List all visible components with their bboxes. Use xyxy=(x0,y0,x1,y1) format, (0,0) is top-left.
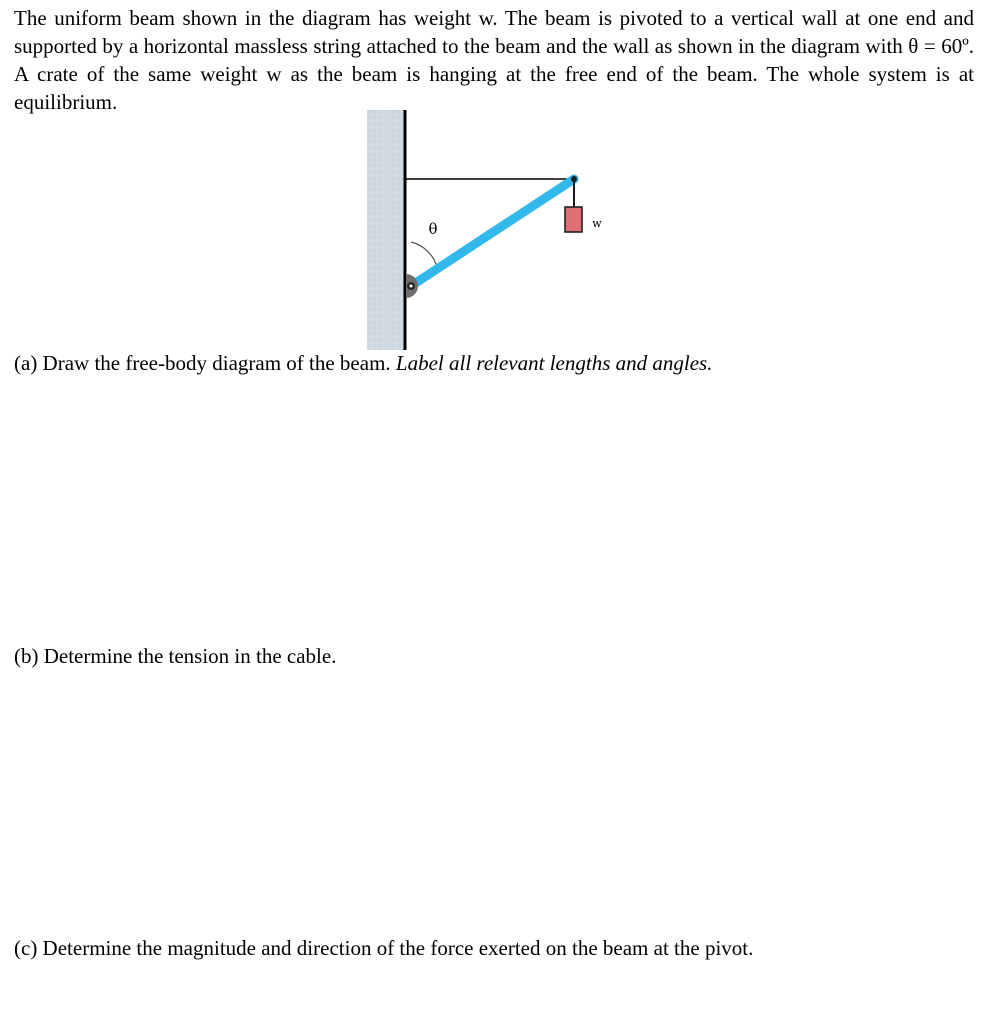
angle-label: θ xyxy=(428,220,438,238)
question-a xyxy=(14,349,712,377)
pivot-pin-center xyxy=(410,285,413,288)
question-a-instruction: Label all relevant lengths and angles. xyxy=(395,351,713,375)
beam-diagram xyxy=(367,110,617,350)
question-b: (b) Determine the tension in the cable. xyxy=(14,644,337,668)
beam-end-cap xyxy=(571,176,577,182)
wall xyxy=(367,110,404,350)
question-c: (c) Determine the magnitude and direction of the force exerted on the beam at the pivot. xyxy=(14,936,754,960)
weight-label: w xyxy=(592,217,602,230)
beam-diagram-svg xyxy=(367,110,617,350)
angle-arc xyxy=(411,242,437,267)
crate xyxy=(565,207,582,232)
question-a-text: (a) Draw the free-body diagram of the beam. xyxy=(14,351,396,375)
problem-statement: The uniform beam shown in the diagram has weight w. The beam is pivoted to a vertical wall at one end and supported by a horizontal massless string attached to the beam and the wall as shown in the diagram with θ = 60º. A crate of the same weight w as the beam is hanging at the free end of the beam. The whole system is at equilibrium. xyxy=(14,6,974,114)
